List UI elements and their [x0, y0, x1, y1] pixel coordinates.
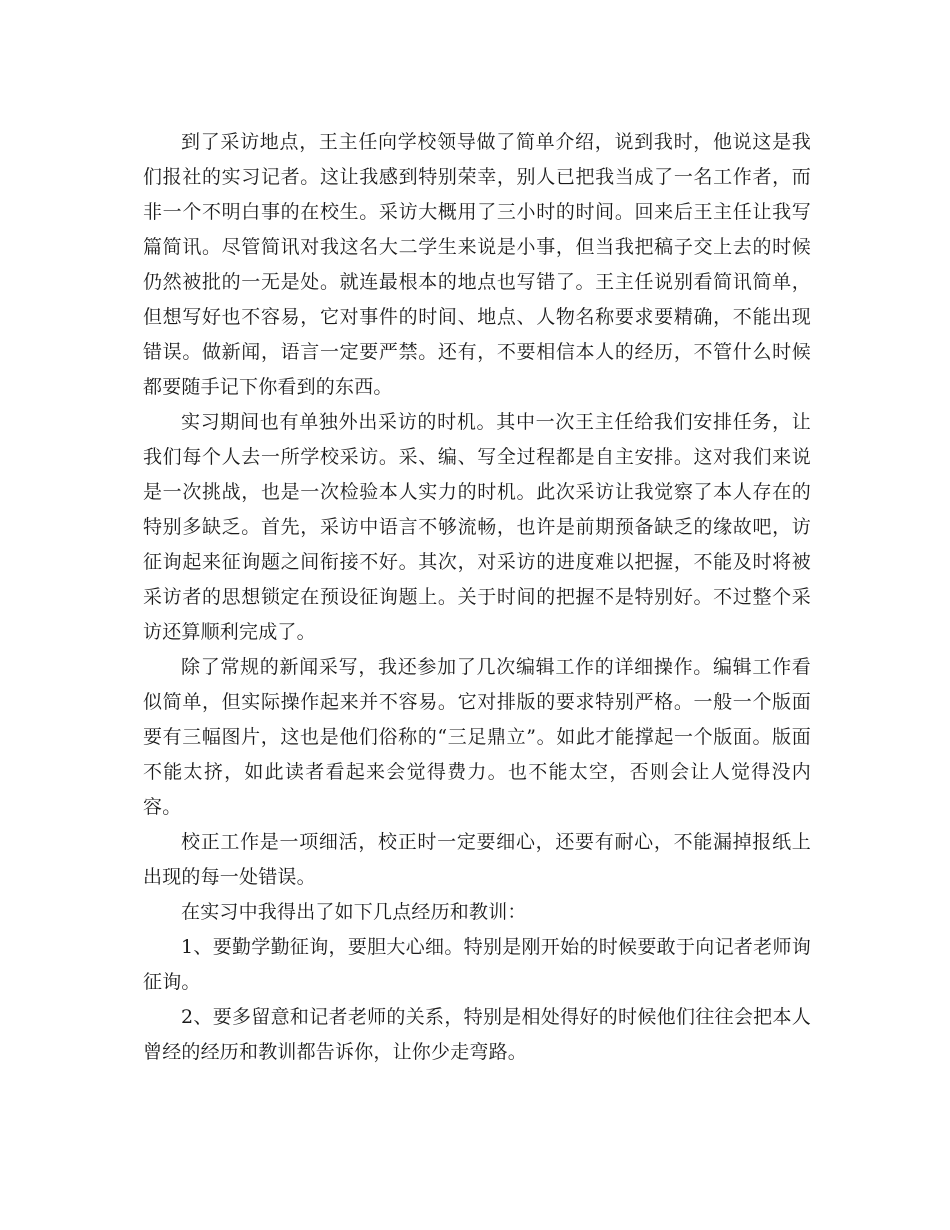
paragraph-proofreading: 校正工作是一项细活，校正时一定要细心，还要有耐心，不能漏掉报纸上出现的每一处错误。 [143, 831, 811, 888]
paragraph-lessons-intro: 在实习中我得出了如下几点经历和教训： [181, 901, 527, 923]
paragraph-editing-work: 除了常规的新闻采写，我还参加了几次编辑工作的详细操作。编辑工作看似简单，但实际操作起来并不容易。它对排版的要求特别严格。一般一个版面要有三幅图片，这也是他们俗称的“三足鼎立”。如此才能撑起一个版面。版面不能太挤，如此读者看起来会觉得费力。也不能太空，否则会让人觉得没内容。 [143, 656, 811, 818]
paragraph-lesson-1: 1、要勤学勤征询，要胆大心细。特别是刚开始的时候要敢于向记者老师询征询。 [143, 936, 811, 993]
paragraph-lesson-2: 2、要多留意和记者老师的关系，特别是相处得好的时候他们往往会把本人曾经的经历和教训都告诉你，让你少走弯路。 [143, 1006, 811, 1063]
document-body [143, 125, 811, 1070]
paragraph-solo-interview: 实习期间也有单独外出采访的时机。其中一次王主任给我们安排任务，让我们每个人去一所学校采访。采、编、写全过程都是自主安排。这对我们来说是一次挑战，也是一次检验本人实力的时机。此次采访让我觉察了本人存在的特别多缺乏。首先，采访中语言不够流畅，也许是前期预备缺乏的缘故吧，访征询起来征询题之间衔接不好。其次，对采访的进度难以把握，不能及时将被采访者的思想锁定在预设征询题上。关于时间的把握不是特别好。不过整个采访还算顺利完成了。 [143, 411, 811, 643]
paragraph-interview-report: 到了采访地点，王主任向学校领导做了简单介绍，说到我时，他说这是我们报社的实习记者。这让我感到特别荣幸，别人已把我当成了一名工作者，而非一个不明白事的在校生。采访大概用了三小时的时间。回来后王主任让我写篇简讯。尽管简讯对我这名大二学生来说是小事，但当我把稿子交上去的时候仍然被批的一无是处。就连最根本的地点也写错了。王主任说别看简讯简单，但想写好也不容易，它对事件的时间、地点、人物名称要求要精确，不能出现错误。做新闻，语言一定要严禁。还有，不要相信本人的经历，不管什么时候都要随手记下你看到的东西。 [143, 131, 811, 398]
